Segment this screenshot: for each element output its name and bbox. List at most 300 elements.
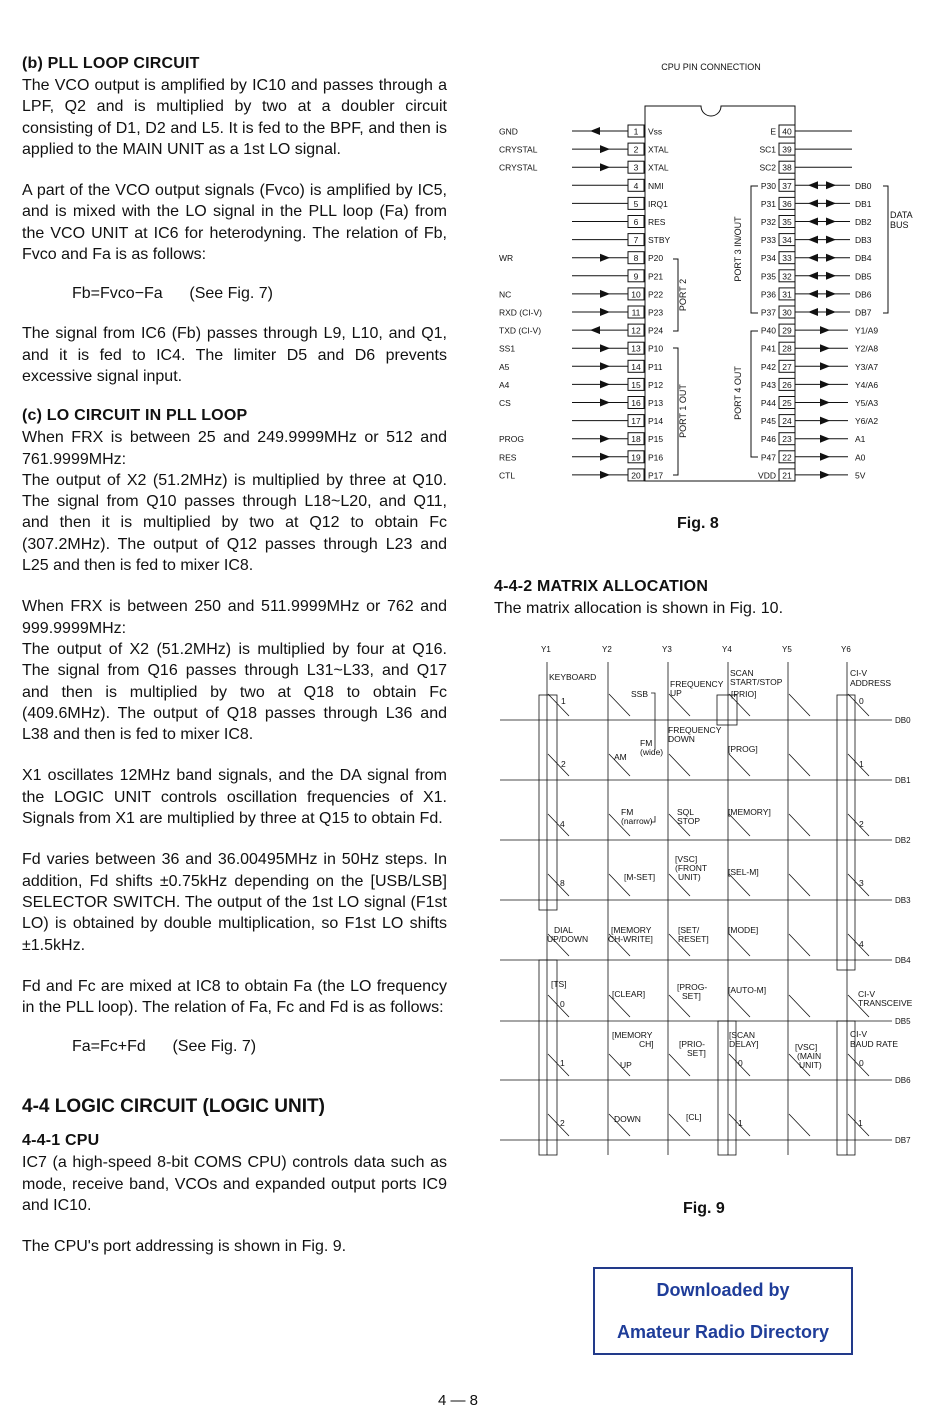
section-4-4-2-text: The matrix allocation is shown in Fig. 10. [494,600,784,617]
left-pin-signal: RES [499,452,517,463]
m-vsc-3: UNIT) [678,872,701,882]
left-pin-name: P12 [648,379,664,390]
port2-label: PORT 2 [678,278,688,312]
left-pin-name: P22 [648,289,664,300]
right-pin-signal: Y1/A9 [855,325,879,336]
matrix-diode-mark [789,934,810,956]
m-baud-1: CI-V [850,1029,867,1039]
section-4-4-1-paragraph-2: The CPU's port addressing is shown in Fig. 9. [22,1238,347,1256]
right-pin-number: 26 [782,379,792,390]
right-pin-signal: DB2 [855,217,872,227]
right-pin-signal: DB3 [855,235,872,246]
left-pin-arrow-in [600,453,610,461]
left-pin-number: 20 [631,470,641,481]
m-scandelay-1: [SCAN [729,1030,755,1040]
matrix-diode-mark [789,814,810,836]
section-4-4-2-heading: 4-4-2 MATRIX ALLOCATION [494,578,709,595]
data-bus-bracket [883,186,888,313]
left-pin-name: Vss [648,126,663,137]
matrix-row-label: DB3 [895,896,911,905]
left-pin-name: P20 [648,253,664,264]
m-t1: 1 [560,1058,565,1068]
m-scan-2: START/STOP [730,677,783,687]
left-pin-signal: PROG [499,434,525,445]
m-vscm-2: (MAIN [797,1051,822,1061]
left-pin-number: 3 [633,162,639,173]
left-pin-name: XTAL [648,144,669,155]
left-pin-name: RES [648,217,666,227]
m-vsc-1: [VSC] [675,854,698,864]
right-pin-arrow-out [820,344,830,352]
left-pin-number: 5 [633,198,639,209]
right-pin-name: P33 [760,235,776,246]
m-memw-2: CH-WRITE] [608,934,653,944]
left-pin-signal: TXD (CI-V) [499,325,542,336]
right-pin-signal: A1 [855,434,866,445]
section-c-paragraph-1: When FRX is between 25 and 249.9999MHz or 512 and 761.9999MHz: [22,429,447,468]
m-vscm-1: [VSC] [795,1042,818,1052]
right-pin-number: 33 [782,253,792,264]
matrix-diode-mark [548,1054,569,1076]
right-pin-number: 35 [782,217,792,227]
left-pin-arrow-in [600,435,610,443]
data-bus-label-2: BUS [890,220,909,230]
m-a4: 4 [859,939,864,949]
right-pin-name: P35 [760,271,776,282]
m-memup: UP [620,1060,632,1070]
fig9-caption: Fig. 9 [683,1200,725,1217]
matrix-diode-mark [548,1114,569,1136]
matrix-group-box [539,960,557,1155]
left-pin-signal: SS1 [499,343,516,354]
equation-fa: Fa=Fc+Fd (See Fig. 7) [72,1038,257,1056]
right-pin-number: 25 [782,398,792,408]
port3-bracket [751,186,758,313]
left-pin-name: P23 [648,307,664,318]
right-pin-signal: Y5/A3 [855,398,879,408]
m-am: AM [614,752,627,762]
right-pin-arrow-left [808,181,818,189]
right-pin-name: P31 [760,198,776,209]
right-pin-arrow-right [826,254,836,262]
m-mode: [MODE] [728,925,759,935]
right-pin-name: P46 [760,434,776,445]
right-pin-arrow-left [808,218,818,226]
left-pin-signal: CS [499,398,511,408]
m-prioset-2: SET] [687,1048,706,1058]
left-pin-name: NMI [648,180,664,191]
section-c-paragraph-4: The output of X2 (51.2MHz) is multiplied by four at Q16. The signal from Q16 passes through L31~L33, and Q17 and then is multiplied by two at Q18 to obtain Fc (409.6MHz). The output of Q18 passes through L36 and L38 and then is fed to mixer IC8. [22,640,447,744]
m-sd1: 1 [738,1118,743,1128]
right-pin-name: P45 [760,416,776,427]
left-pin-number: 13 [631,343,641,354]
matrix-column-label: Y3 [662,645,672,654]
right-pin-name: P34 [760,253,776,264]
m-t0: 0 [560,999,565,1009]
m-setr-2: RESET] [678,934,709,944]
left-pin-signal: A4 [499,379,510,390]
matrix-diode-mark [789,1114,810,1136]
matrix-diode-mark [729,874,750,896]
right-pin-number: 31 [782,289,792,300]
left-pin-number: 14 [631,361,641,372]
matrix-diode-mark [669,754,690,776]
m-dial-1: DIAL [554,925,573,935]
left-pin-arrow-in [600,145,610,153]
left-pin-name: P21 [648,271,664,282]
m-t2: 2 [560,1118,565,1128]
left-pin-number: 16 [631,398,641,408]
right-pin-signal: DB5 [855,271,872,282]
right-pin-name: P41 [760,343,776,354]
matrix-column-label: Y2 [602,645,612,654]
left-pin-name: P17 [648,470,664,481]
left-pin-arrow-out [590,326,600,334]
section-b-paragraph-2: A part of the VCO output signals (Fvco) is amplified by IC5, and is mixed with the LO signal in the PLL loop (Fa) from the VCO UNIT at IC6 for heterodyning. The relation of Fb, Fvco and Fa is as follows: [22,182,447,264]
section-b-paragraph-3: The signal from IC6 (Fb) passes through L9, L10, and Q1, and it is fed to IC4. The limiter D5 and D6 prevents excessive signal input. [22,325,447,385]
right-pin-signal: 5V [855,470,866,481]
m-autom: [AUTO-M] [728,985,767,995]
right-pin-signal: DB4 [855,253,872,264]
downloaded-by-line1: Downloaded by [656,1280,790,1300]
m-progset-1: [PROG- [677,982,708,992]
right-pin-group [758,125,878,481]
left-pin-number: 11 [631,307,641,318]
matrix-diode-mark [729,814,750,836]
right-pin-name: SC1 [759,144,776,155]
m-sql-1: SQL [677,807,695,817]
right-pin-arrow-out [820,471,830,479]
matrix-column-label: Y6 [841,645,851,654]
right-pin-name: P37 [760,307,776,318]
right-pin-number: 30 [782,307,792,318]
right-pin-name: SC2 [759,162,776,173]
m-keyboard: KEYBOARD [549,672,597,682]
m-ts: [TS] [551,979,567,989]
left-pin-name: STBY [648,235,671,246]
m-vscm-3: UNIT) [799,1060,822,1070]
m-a1: 1 [859,759,864,769]
matrix-row-label: DB4 [895,956,911,965]
cpu-pin-diagram [490,55,930,500]
matrix-row-label: DB5 [895,1017,911,1026]
right-pin-arrow-right [826,308,836,316]
m-k2: 2 [561,759,566,769]
right-pin-signal: DB7 [855,307,872,318]
m-ssb: SSB [631,689,649,699]
left-pin-signal: NC [499,289,512,300]
right-pin-arrow-out [820,380,830,388]
right-pin-arrow-left [808,254,818,262]
matrix-diode-mark [789,995,810,1017]
m-cl: [CL] [686,1112,702,1122]
m-civ-addr-2: ADDRESS [850,678,892,688]
right-pin-name: VDD [758,470,776,481]
right-pin-signal: DB6 [855,289,872,300]
section-c-heading: (c) LO CIRCUIT IN PLL LOOP [22,407,248,425]
left-pin-arrow-in [600,163,610,171]
m-freq-up-2: UP [670,688,682,698]
right-pin-number: 36 [782,198,792,209]
right-pin-arrow-left [808,272,818,280]
m-a3: 3 [859,878,864,888]
m-scan-1: SCAN [730,668,754,678]
right-pin-arrow-out [820,435,830,443]
right-pin-arrow-out [820,417,830,425]
m-memch-1: [MEMORY [612,1030,653,1040]
right-pin-arrow-right [826,199,836,207]
m-prio-top: [PRIO] [731,689,757,699]
m-k4: 4 [560,819,565,829]
matrix-row-label: DB1 [895,776,911,785]
left-pin-name: P13 [648,398,664,408]
m-baud-2: BAUD RATE [850,1039,899,1049]
right-pin-signal: DB1 [855,198,872,209]
left-pin-number: 7 [633,235,639,246]
m-memch-2: CH] [639,1039,654,1049]
right-pin-number: 27 [782,361,792,372]
left-pin-number: 18 [631,434,641,445]
m-civ-tr-1: CI-V [858,989,875,999]
matrix-diode-mark [789,874,810,896]
left-pin-signal: CRYSTAL [499,162,538,173]
right-pin-name: E [770,126,776,137]
left-pin-arrow-in [600,399,610,407]
right-pin-signal: A0 [855,452,866,463]
section-c-paragraph-7: Fd and Fc are mixed at IC8 to obtain Fa (the LO frequency in the PLL loop). The relation of Fa, Fc and Fd is as follows: [22,977,447,1017]
left-pin-number: 8 [633,253,639,264]
m-prioset-1: [PRIO- [679,1039,705,1049]
right-pin-name: P42 [760,361,776,372]
section-4-4-2 [494,578,934,619]
matrix-column-label: Y1 [541,645,551,654]
matrix-diode-mark [548,874,569,896]
m-vsc-2: (FRONT [675,863,708,873]
right-pin-arrow-right [826,218,836,226]
right-pin-name: P32 [760,217,776,227]
m-selm: [SEL-M] [728,867,759,877]
section-c-paragraph-3: When FRX is between 250 and 511.9999MHz or 762 and 999.9999MHz: [22,598,447,637]
matrix-allocation-diagram [490,640,930,1160]
right-pin-number: 21 [782,470,792,481]
section-c-paragraph-6: Fd varies between 36 and 36.00495MHz in 50Hz steps. In addition, Fd shifts ±0.75kHz depending on the [USB/LSB] SELECTOR SWITCH. The output of the 1st LO signal (F1st LO) is obtained by double multiplication, so F1st LO shifts ±1.5kHz. [22,851,447,954]
right-pin-name: P47 [760,452,776,463]
right-pin-arrow-right [826,272,836,280]
matrix-diode-mark [548,694,569,716]
left-pin-arrow-in [600,380,610,388]
left-pin-name: P10 [648,343,664,354]
right-pin-number: 28 [782,343,792,354]
matrix-diode-mark [548,814,569,836]
left-pin-number: 4 [633,180,639,191]
right-pin-arrow-left [808,308,818,316]
right-pin-signal: Y3/A7 [855,361,879,372]
left-pin-signal: CTL [499,470,516,481]
equation-fb: Fb=Fvco−Fa (See Fig. 7) [72,285,273,303]
right-pin-arrow-left [808,290,818,298]
port3-label: PORT 3 IN/OUT [733,216,743,282]
left-pin-name: P14 [648,416,664,427]
left-pin-number: 10 [631,289,641,300]
m-dial-2: UP/DOWN [547,934,589,944]
matrix-row-label: DB6 [895,1076,911,1085]
right-pin-name: P40 [760,325,776,336]
right-pin-number: 24 [782,416,792,427]
right-pin-number: 38 [782,162,792,173]
data-bus-label-1: DATA [890,210,913,220]
m-k1: 1 [561,696,566,706]
left-pin-number: 1 [633,126,639,137]
left-pin-number: 19 [631,452,641,463]
downloaded-by-box [593,1267,853,1355]
m-progset-2: SET] [682,991,701,1001]
left-pin-arrow-in [600,362,610,370]
m-freq-dn-1: FREQUENCY [668,725,722,735]
section-c-paragraph-2: The output of X2 (51.2MHz) is multiplied by three at Q10. The signal from Q10 passes through L18~L20, and Q11, and then it is multiplied by two at Q12 to obtain Fc (307.2MHz). The output of Q12 passes through L23 and L25 and then is fed to mixer IC8. [22,471,447,575]
right-pin-number: 34 [782,235,792,246]
m-setr-1: [SET/ [678,925,700,935]
matrix-column-label: Y4 [722,645,732,654]
page-number: 4 — 8 [438,1392,479,1409]
right-pin-number: 32 [782,271,792,282]
right-pin-arrow-left [808,199,818,207]
m-a2: 2 [859,819,864,829]
right-pin-arrow-out [820,326,830,334]
left-pin-number: 6 [633,217,639,227]
left-pin-name: P15 [648,434,664,445]
left-pin-number: 9 [633,271,639,282]
matrix-diode-mark [729,934,750,956]
matrix-diode-mark [789,694,810,716]
m-down: DOWN [614,1114,641,1124]
right-pin-arrow-right [826,290,836,298]
left-pin-number: 2 [633,144,639,155]
section-4-4-1-paragraph-1: IC7 (a high-speed 8-bit COMS CPU) controls data such as mode, receive band, VCOs and expanded output ports IC9 and IC10. [22,1154,447,1214]
right-pin-signal: Y4/A6 [855,379,879,390]
left-pin-signal: RXD (CI-V) [499,307,542,318]
matrix-row-label: DB0 [895,716,911,725]
right-pin-number: 40 [782,126,792,137]
m-fm-wide-2: (wide) [640,747,664,757]
m-freq-up-1: FREQUENCY [670,679,724,689]
matrix-diode-mark [548,995,569,1017]
right-pin-arrow-right [826,236,836,244]
right-pin-arrow-out [820,453,830,461]
right-pin-number: 29 [782,325,792,336]
m-freq-dn-2: DOWN [668,734,695,744]
right-pin-arrow-left [808,236,818,244]
m-civ-addr-1: CI-V [850,668,867,678]
m-sd0: 0 [738,1058,743,1068]
left-pin-name: IRQ1 [648,198,668,209]
fig8-caption: Fig. 8 [677,515,719,532]
m-mset: [M-SET] [624,872,656,882]
right-pin-signal: DB0 [855,180,872,191]
right-pin-number: 37 [782,180,792,191]
left-pin-signal: GND [499,126,518,137]
port4-label: PORT 4 OUT [733,366,743,420]
m-fm-wide-1: FM [640,738,653,748]
downloaded-by-line2: Amateur Radio Directory [616,1322,830,1342]
section-4-4-1-heading: 4-4-1 CPU [22,1132,100,1150]
right-pin-number: 22 [782,452,792,463]
left-pin-signal: A5 [499,361,510,372]
left-pin-number: 15 [631,379,641,390]
m-sql-2: STOP [677,816,700,826]
left-column [22,55,447,1258]
matrix-grid [500,645,911,1155]
matrix-diode-mark [729,754,750,776]
section-4-4-heading: 4-4 LOGIC CIRCUIT (LOGIC UNIT) [22,1096,325,1118]
left-pin-arrow-in [600,308,610,316]
matrix-diode-mark [548,754,569,776]
section-b-heading: (b) PLL LOOP CIRCUIT [22,55,200,72]
left-pin-number: 12 [631,325,641,336]
right-pin-signal: Y2/A8 [855,343,879,354]
left-pin-arrow-out [590,127,600,135]
matrix-labels [547,668,913,1128]
left-pin-arrow-in [600,344,610,352]
left-pin-arrow-in [600,254,610,262]
port4-bracket [751,331,758,457]
right-pin-arrow-out [820,362,830,370]
m-memory: [MEMORY] [728,807,771,817]
right-pin-name: P30 [760,180,776,191]
right-pin-arrow-right [826,181,836,189]
left-pin-signal: CRYSTAL [499,144,538,155]
left-pin-arrow-in [600,471,610,479]
section-b-paragraph-1: The VCO output is amplified by IC10 and passes through a LPF, Q2 and is multiplied by two at a doubler circuit consisting of D1, D2 and L5. It is fed to the BPF, and then is applied to the MAIN UNIT as a 1st LO signal. [22,77,447,158]
left-pin-name: XTAL [648,162,669,173]
left-pin-signal: WR [499,253,514,264]
m-scandelay-2: DELAY] [729,1039,759,1049]
right-pin-name: P43 [760,379,776,390]
section-c-paragraph-5: X1 oscillates 12MHz band signals, and the DA signal from the LOGIC UNIT controls oscillation frequencies of X1. Signals from X1 are multiplied by three at Q15 to obtain Fd. [22,767,447,828]
m-k8: 8 [560,878,565,888]
m-fm-narrow-1: FM [621,807,634,817]
right-pin-name: P36 [760,289,776,300]
right-pin-name: P44 [760,398,776,408]
right-pin-arrow-out [820,399,830,407]
port1-label: PORT 1 OUT [678,384,688,438]
left-pin-name: P16 [648,452,664,463]
m-b1: 1 [858,1118,863,1128]
m-a0: 0 [859,696,864,706]
right-pin-number: 39 [782,144,792,155]
matrix-diode-mark [729,995,750,1017]
m-b0: 0 [859,1058,864,1068]
m-prog: [PROG] [728,744,758,754]
left-pin-number: 17 [631,416,641,427]
m-civ-tr-2: TRANSCEIVE [858,998,913,1008]
fig8-title: CPU PIN CONNECTION [661,62,761,72]
matrix-group-box [539,695,557,910]
left-pin-arrow-in [600,290,610,298]
matrix-group-box [837,695,855,970]
left-pin-name: P11 [648,361,663,372]
m-memw-1: [MEMORY [611,925,652,935]
matrix-diode-mark [789,754,810,776]
left-pin-name: P24 [648,325,664,336]
matrix-column-label: Y5 [782,645,792,654]
matrix-row-label: DB2 [895,836,911,845]
m-clear: [CLEAR] [612,989,646,999]
right-pin-number: 23 [782,434,792,445]
m-fm-narrow-2: (narrow) [621,816,653,826]
right-pin-signal: Y6/A2 [855,416,879,427]
matrix-diode-mark [609,694,630,716]
matrix-row-label: DB7 [895,1136,911,1145]
